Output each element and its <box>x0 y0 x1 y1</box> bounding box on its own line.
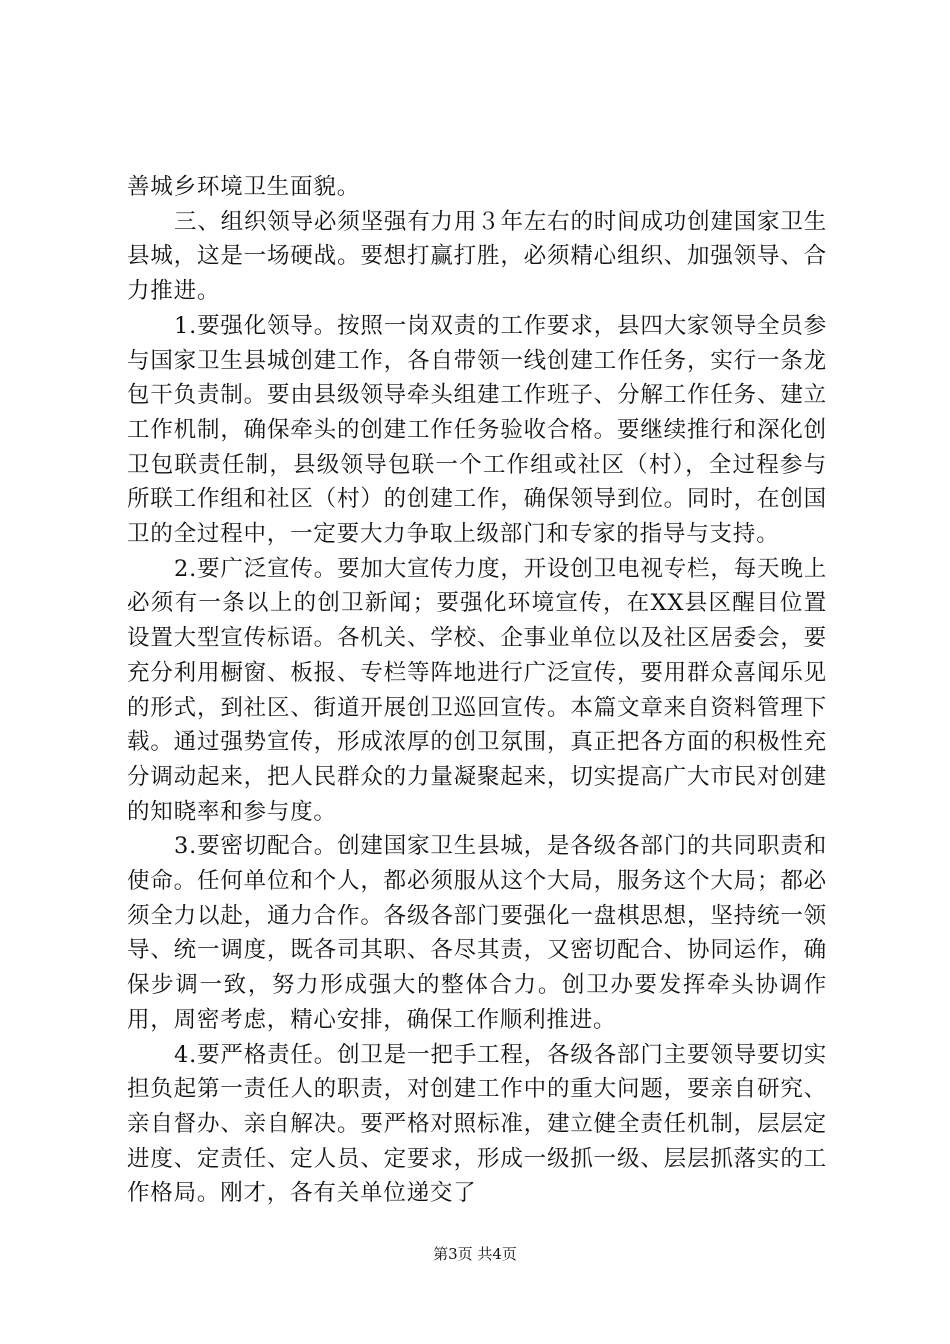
paragraph-item-2: 2.要广泛宣传。要加大宣传力度，开设创卫电视专栏，每天晚上必须有一条以上的创卫新闻；要强化环境宣传，在XX县区醒目位置设置大型宣传标语。各机关、学校、企事业单位以及社区居委会，要充分利用橱窗、板报、专栏等阵地进行广泛宣传，要用群众喜闻乐见的形式，到社区、街道开展创卫巡回宣传。本篇文章来自资料管理下载。通过强势宣传，形成浓厚的创卫氛围，真正把各方面的积极性充分调动起来，把人民群众的力量凝聚起来，切实提高广大市民对创建的知晓率和参与度。 <box>127 555 827 825</box>
paragraph-section-three: 三、组织领导必须坚强有力用３年左右的时间成功创建国家卫生县城，这是一场硬战。要想打赢打胜，必须精心组织、加强领导、合力推进。 <box>127 208 827 305</box>
paragraph-item-4: 4.要严格责任。创卫是一把手工程，各级各部门主要领导要切实担负起第一责任人的职责，对创建工作中的重大问题，要亲自研究、亲自督办、亲自解决。要严格对照标准，建立健全责任机制，层层定进度、定责任、定人员、定要求，形成一级抓一级、层层抓落实的工作格局。刚才，各有关单位递交了 <box>127 1041 827 1207</box>
paragraph-item-1: 1.要强化领导。按照一岗双责的工作要求，县四大家领导全员参与国家卫生县城创建工作，各自带领一线创建工作任务，实行一条龙包干负责制。要由县级领导牵头组建工作班子、分解工作任务、建立工作机制，确保牵头的创建工作任务验收合格。要继续推行和深化创卫包联责任制，县级领导包联一个工作组或社区（村），全过程参与所联工作组和社区（村）的创建工作，确保领导到位。同时，在创国卫的全过程中，一定要大力争取上级部门和专家的指导与支持。 <box>127 312 827 548</box>
body-text <box>127 170 827 1211</box>
page-footer: 第3页 共4页 <box>433 1245 517 1263</box>
paragraph-continuation: 善城乡环境卫生面貌。 <box>127 174 361 200</box>
paragraph-item-3: 3.要密切配合。创建国家卫生县城，是各级各部门的共同职责和使命。任何单位和个人，都必须服从这个大局，服务这个大局；都必须全力以赴，通力合作。各级各部门要强化一盘棋思想，坚持统一领导、统一调度，既各司其职、各尽其责，又密切配合、协同运作，确保步调一致，努力形成强大的整体合力。创卫办要发挥牵头协调作用，周密考虑，精心安排，确保工作顺利推进。 <box>127 833 827 1033</box>
